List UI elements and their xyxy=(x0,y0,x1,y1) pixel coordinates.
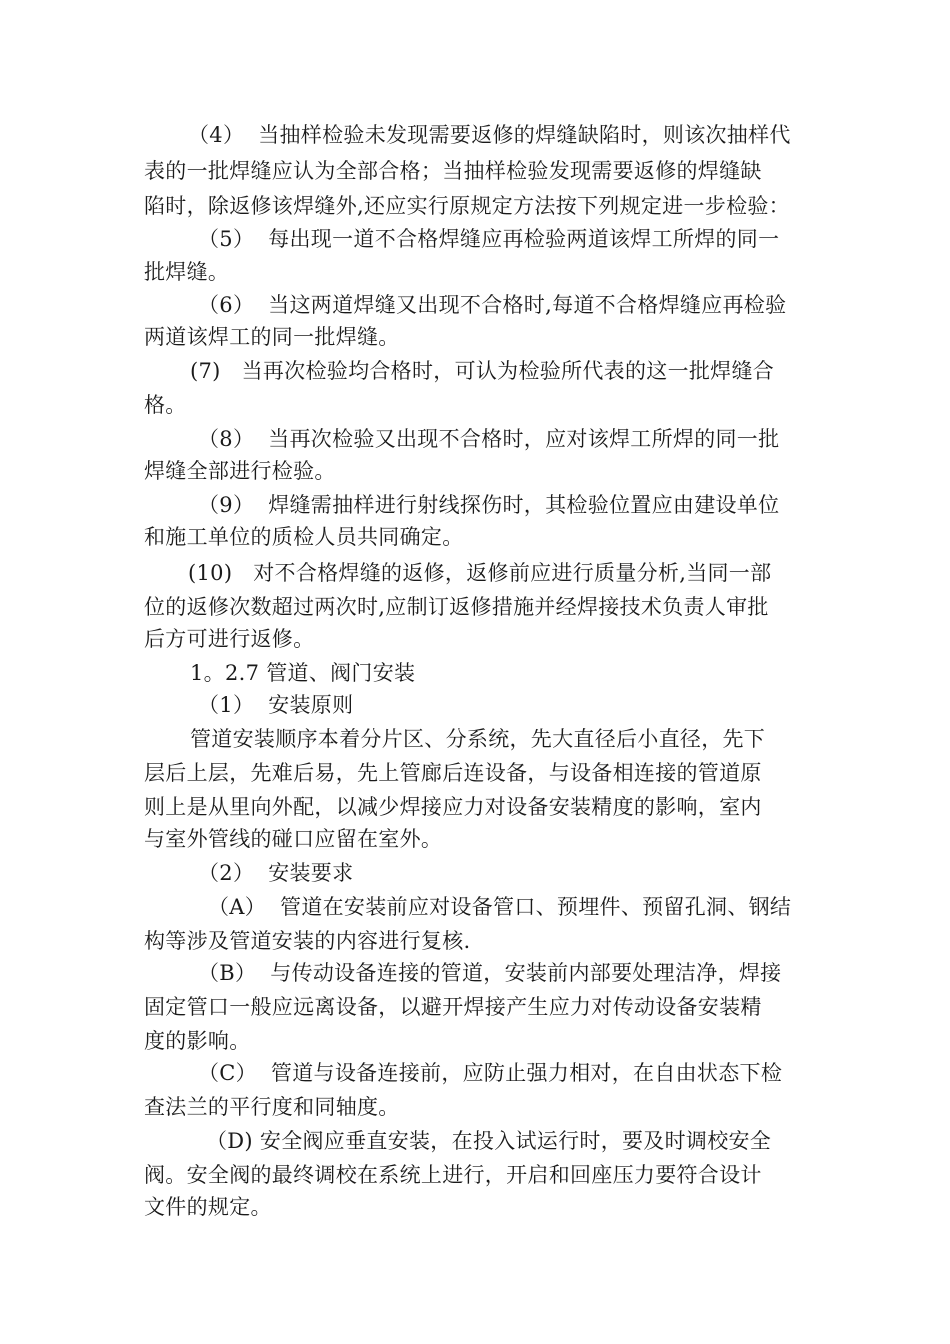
paragraph-line: 与室外管线的碰口应留在室外。 xyxy=(144,827,443,851)
subsection-heading: （1） 安装原则 xyxy=(198,693,354,717)
paragraph-line: 构等涉及管道安装的内容进行复核. xyxy=(144,929,471,953)
paragraph-line: （D) 安全阀应垂直安装，在投入试运行时，要及时调校安全 xyxy=(206,1129,772,1153)
paragraph-line: 表的一批焊缝应认为全部合格；当抽样检验发现需要返修的焊缝缺 xyxy=(144,159,762,183)
paragraph-line: （9） 焊缝需抽样进行射线探伤时，其检验位置应由建设单位 xyxy=(198,493,780,517)
paragraph-line: 批焊缝。 xyxy=(144,260,230,284)
paragraph-line: （A） 管道在安装前应对设备管口、预埋件、预留孔洞、钢结 xyxy=(208,895,792,919)
paragraph-line: 格。 xyxy=(144,393,187,417)
paragraph-line: 和施工单位的质检人员共同确定。 xyxy=(144,525,464,549)
paragraph-line: 层后上层，先难后易，先上管廊后连设备，与设备相连接的管道原 xyxy=(144,761,762,785)
section-heading: 1。2.7 管道、阀门安装 xyxy=(190,661,416,685)
paragraph-line: (10) 对不合格焊缝的返修，返修前应进行质量分析,当同一部 xyxy=(188,561,772,585)
paragraph-line: 后方可进行返修。 xyxy=(144,627,315,651)
paragraph-line: （B） 与传动设备连接的管道，安装前内部要处理洁净，焊接 xyxy=(198,961,782,985)
paragraph-line: 管道安装顺序本着分片区、分系统，先大直径后小直径，先下 xyxy=(190,727,766,751)
paragraph-line: 固定管口一般应远离设备，以避开焊接产生应力对传动设备安装精 xyxy=(144,995,762,1019)
paragraph-line: 文件的规定。 xyxy=(144,1195,272,1219)
subsection-heading: （2） 安装要求 xyxy=(198,861,354,885)
paragraph-line: 查法兰的平行度和同轴度。 xyxy=(144,1095,400,1119)
paragraph-line: 度的影响。 xyxy=(144,1029,251,1053)
paragraph-line: 阀。安全阀的最终调校在系统上进行，开启和回座压力要符合设计 xyxy=(144,1163,762,1187)
paragraph-line: （C） 管道与设备连接前，应防止强力相对，在自由状态下检 xyxy=(198,1061,783,1085)
paragraph-line: 焊缝全部进行检验。 xyxy=(144,459,336,483)
paragraph-line: 则上是从里向外配，以减少焊接应力对设备安装精度的影响，室内 xyxy=(144,795,762,819)
paragraph-line: （4） 当抽样检验未发现需要返修的焊缝缺陷时，则该次抽样代 xyxy=(188,123,791,147)
paragraph-line: （6） 当这两道焊缝又出现不合格时,每道不合格焊缝应再检验 xyxy=(198,293,787,317)
paragraph-line: （5） 每出现一道不合格焊缝应再检验两道该焊工所焊的同一 xyxy=(198,227,780,251)
paragraph-line: 两道该焊工的同一批焊缝。 xyxy=(144,325,400,349)
paragraph-line: （8） 当再次检验又出现不合格时，应对该焊工所焊的同一批 xyxy=(198,427,780,451)
paragraph-line: 陷时，除返修该焊缝外,还应实行原规定方法按下列规定进一步检验： xyxy=(144,194,790,218)
paragraph-line: 位的返修次数超过两次时,应制订返修措施并经焊接技术负责人审批 xyxy=(144,595,769,619)
paragraph-line: (7) 当再次检验均合格时，可认为检验所代表的这一批焊缝合 xyxy=(190,359,775,383)
